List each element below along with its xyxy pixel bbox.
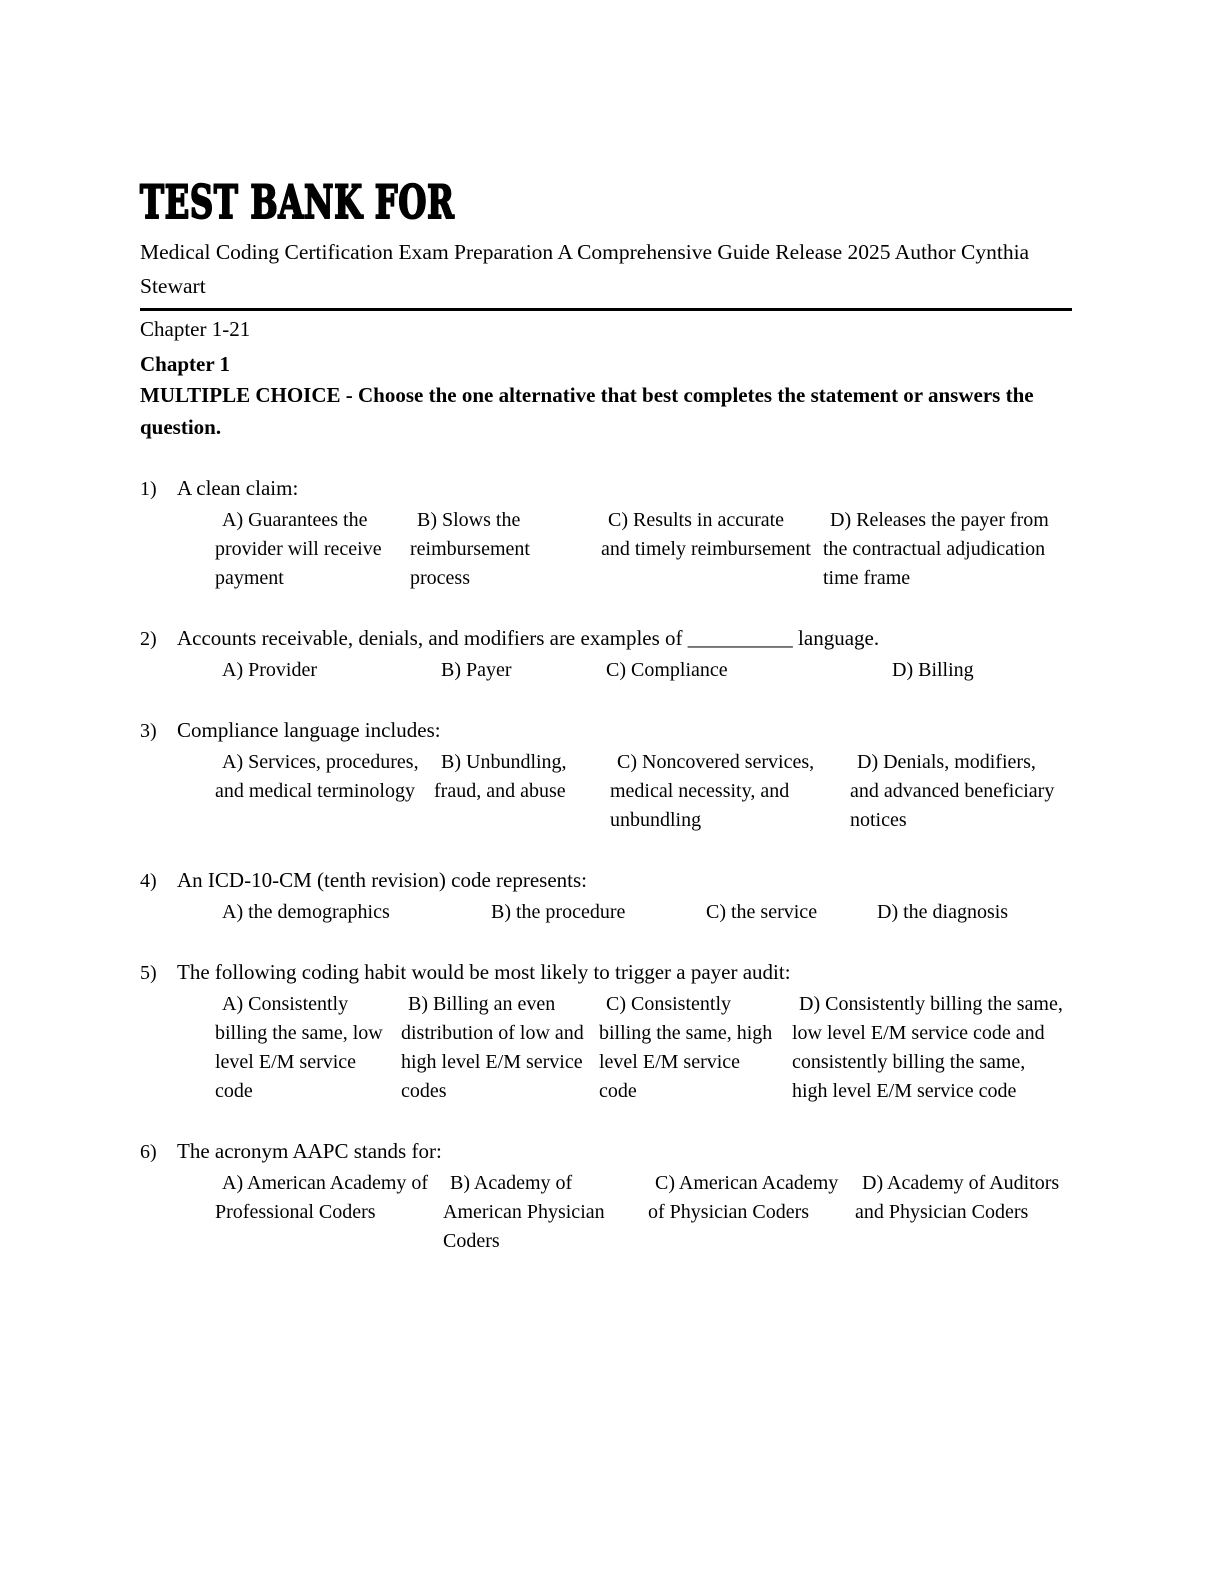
option-d: D) Billing: [892, 659, 974, 681]
option-b: B) Billing an even distribution of low and high level E/M service codes: [401, 993, 584, 1102]
question-5: [140, 957, 1076, 1106]
question-text: The acronym AAPC stands for:: [177, 1139, 442, 1163]
question-number: 6): [140, 1141, 157, 1163]
options-row: [215, 656, 1076, 685]
document-title: TEST BANK FOR: [140, 175, 455, 229]
option-b: B) Payer: [441, 659, 512, 681]
option-a: A) Provider: [222, 659, 317, 681]
option-d: D) Academy of Auditors and Physician Coders: [855, 1172, 1060, 1223]
option-a: A) Services, procedures, and medical terminology: [215, 751, 419, 802]
option-c: C) Compliance: [606, 659, 728, 681]
option-c: C) Results in accurate and timely reimbursement: [601, 509, 811, 560]
chapter-range: Chapter 1-21: [140, 317, 251, 341]
question-text: The following coding habit would be most likely to trigger a payer audit:: [177, 960, 791, 984]
option-a: A) Consistently billing the same, low level E/M service code: [215, 993, 383, 1102]
question-3: [140, 715, 1076, 835]
option-c: C) the service: [706, 901, 818, 923]
question-number: 2): [140, 628, 157, 650]
option-b: B) Unbundling, fraud, and abuse: [434, 751, 567, 802]
options-row: [215, 748, 1076, 835]
question-text: Compliance language includes:: [177, 718, 441, 742]
question-text: A clean claim:: [177, 476, 299, 500]
question-number: 1): [140, 478, 157, 500]
question-6: [140, 1136, 1076, 1256]
question-number: 4): [140, 870, 157, 892]
question-text: An ICD-10-CM (tenth revision) code represents:: [177, 868, 587, 892]
option-d: D) the diagnosis: [877, 901, 1009, 923]
instructions: MULTIPLE CHOICE - Choose the one alternative that best completes the statement or answers the question.: [140, 383, 1034, 439]
option-c: C) Consistently billing the same, high level E/M service code: [599, 993, 773, 1102]
options-row: [215, 506, 1076, 593]
question-text: Accounts receivable, denials, and modifiers are examples of __________ language.: [177, 626, 880, 650]
chapter-heading: Chapter 1: [140, 352, 231, 376]
question-1: [140, 473, 1076, 593]
question-number: 5): [140, 962, 157, 984]
option-c: C) American Academy of Physician Coders: [648, 1172, 839, 1223]
question-2: [140, 623, 1076, 685]
document-subtitle: Medical Coding Certification Exam Preparation A Comprehensive Guide Release 2025 Author Cynthia Stewart: [140, 240, 1030, 298]
option-d: D) Releases the payer from the contractual adjudication time frame: [823, 509, 1049, 589]
option-a: A) American Academy of Professional Coders: [215, 1172, 429, 1223]
options-row: [215, 990, 1076, 1106]
options-row: [215, 1169, 1076, 1256]
option-b: B) Academy of American Physician Coders: [443, 1172, 605, 1252]
option-a: A) the demographics: [222, 901, 390, 923]
option-b: B) Slows the reimbursement process: [410, 509, 530, 589]
option-c: C) Noncovered services, medical necessity, and unbundling: [610, 751, 815, 831]
option-d: D) Denials, modifiers, and advanced beneficiary notices: [850, 751, 1055, 831]
option-a: A) Guarantees the provider will receive payment: [215, 509, 382, 589]
options-row: [215, 898, 1076, 927]
option-b: B) the procedure: [491, 901, 626, 923]
question-4: [140, 865, 1076, 927]
question-number: 3): [140, 720, 157, 742]
option-d: D) Consistently billing the same, low level E/M service code and consistently billing the same, high level E/M service code: [792, 993, 1063, 1102]
